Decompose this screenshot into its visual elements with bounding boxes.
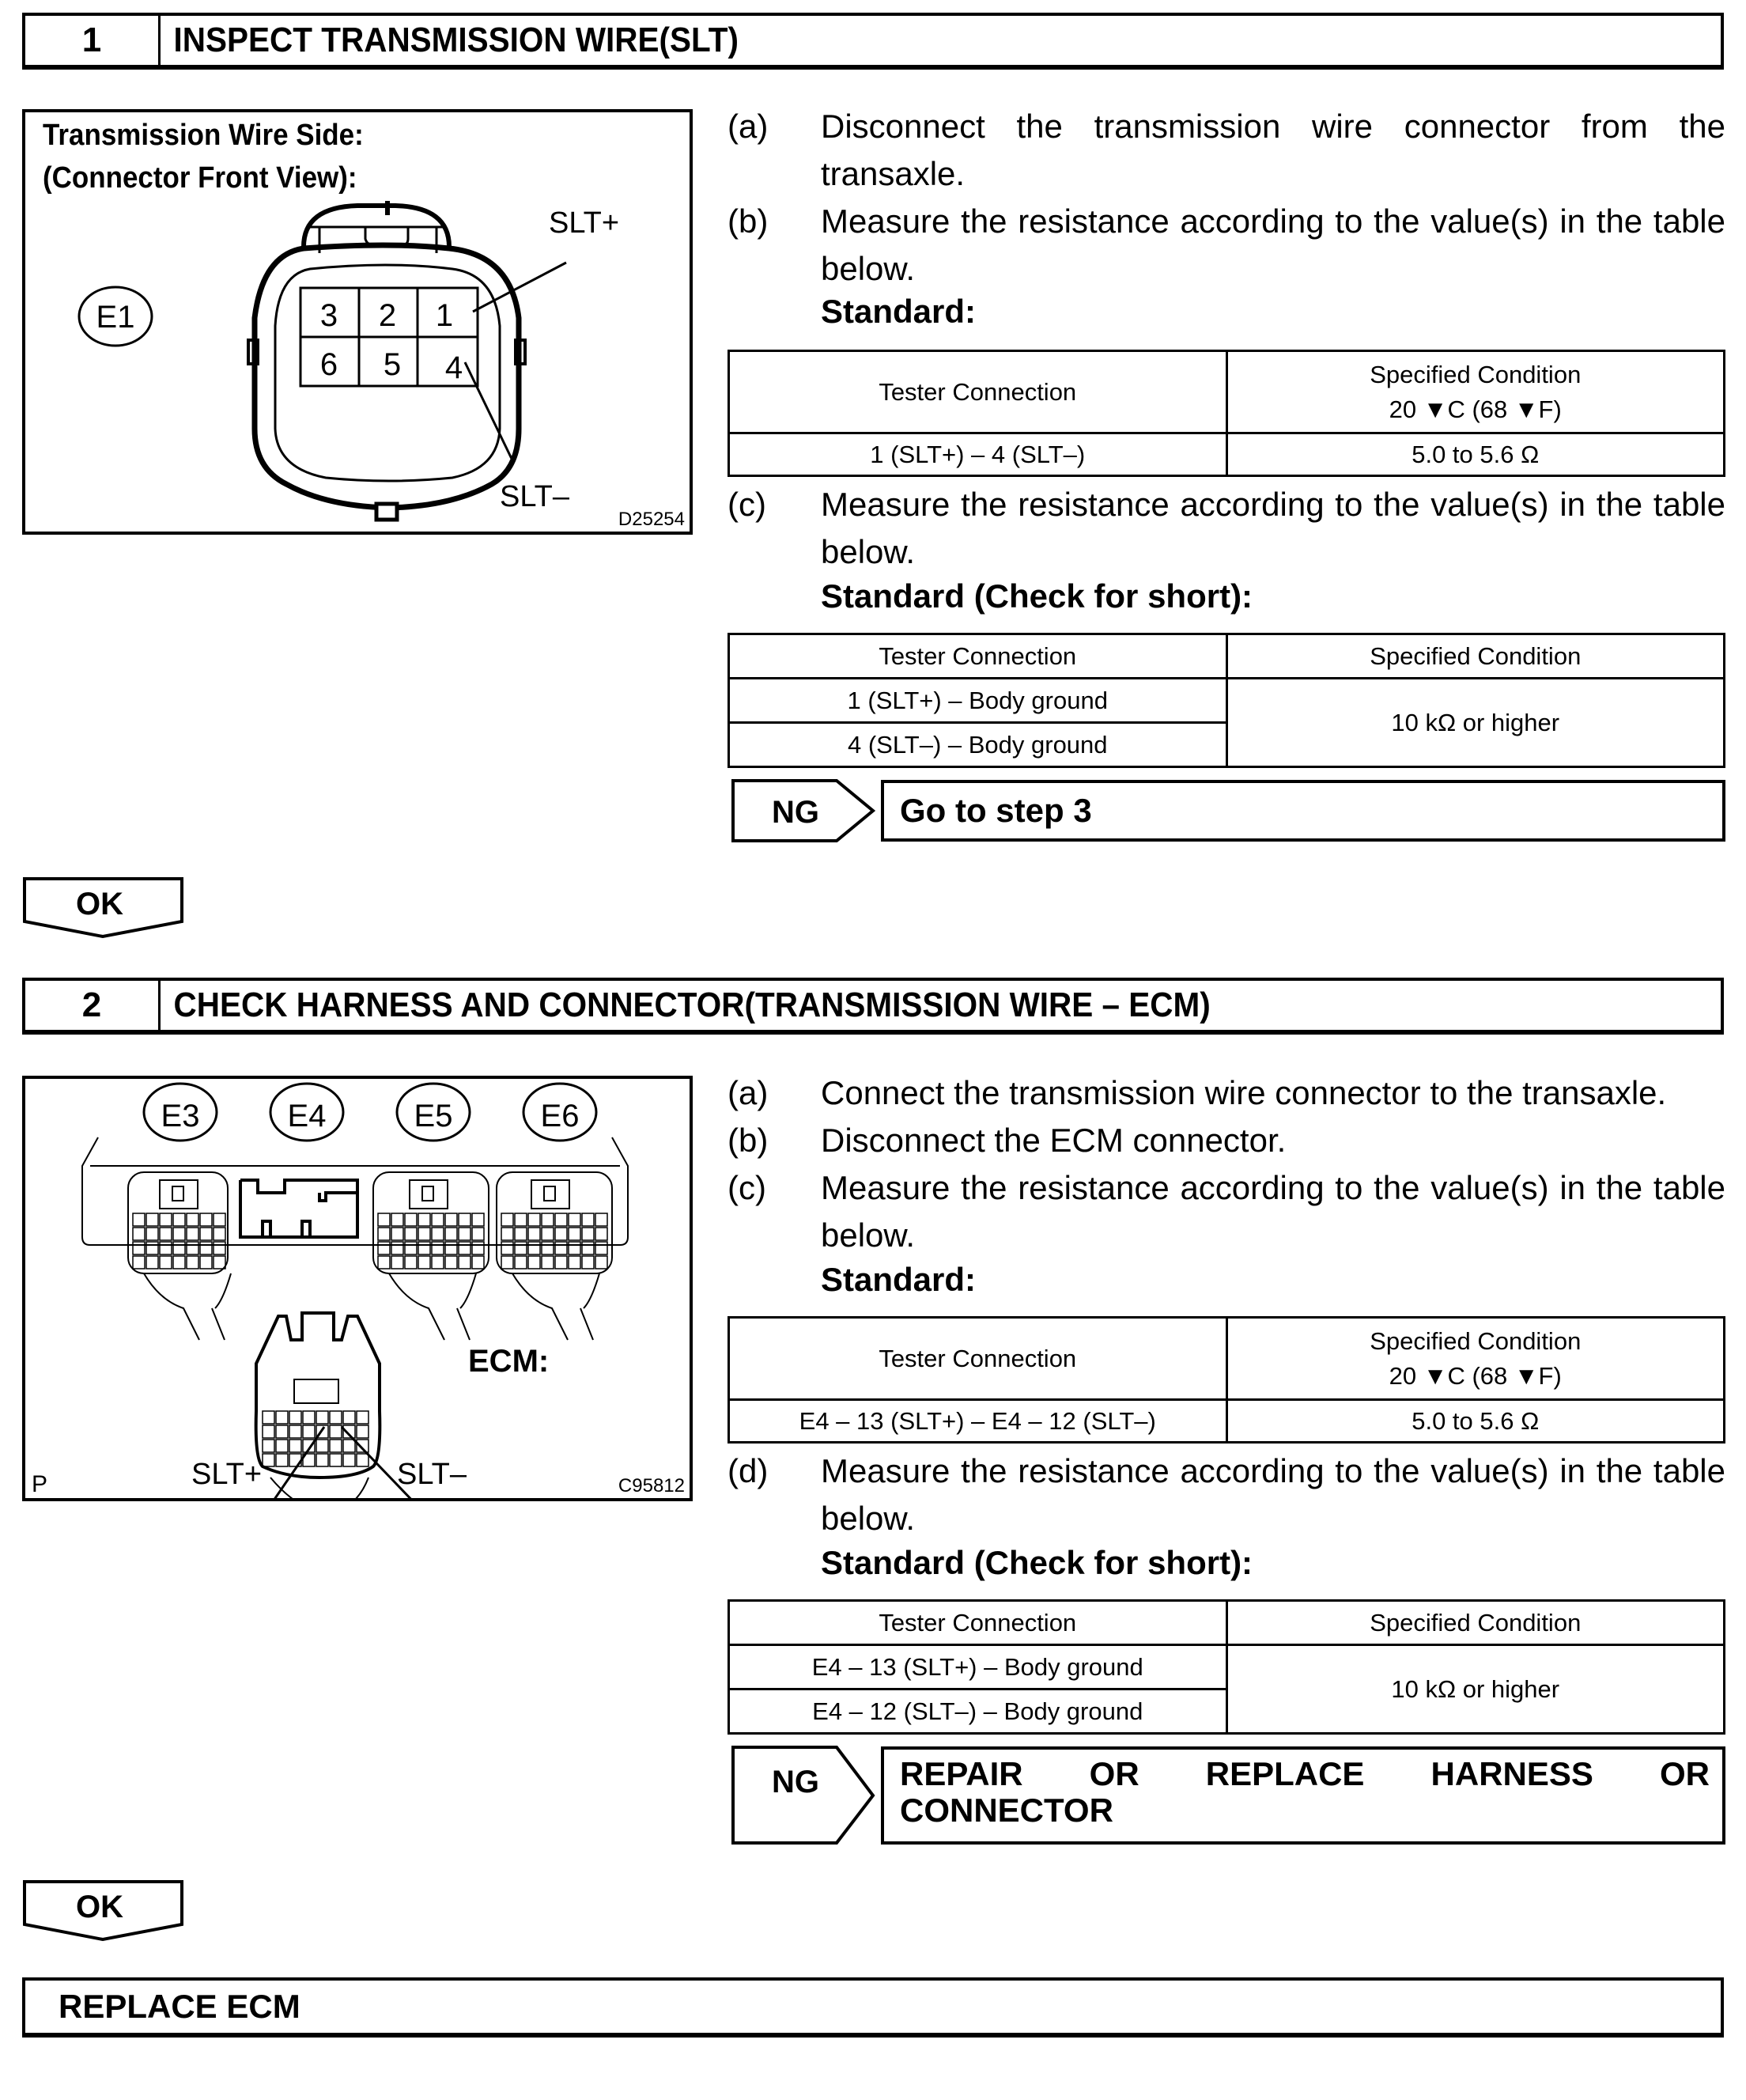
pin-cell <box>187 1228 198 1240</box>
pin-cell <box>160 1213 172 1226</box>
pin-cell <box>595 1242 607 1254</box>
pin-cell <box>432 1228 444 1240</box>
table-row <box>729 679 1725 723</box>
pin-cell <box>569 1242 580 1254</box>
pin-cell <box>343 1411 355 1424</box>
standard-label: Standard: <box>821 293 977 330</box>
instruction-d <box>728 1447 1725 1542</box>
pin-cell <box>555 1213 567 1226</box>
pin-cell <box>515 1242 527 1254</box>
connector-e5-label: E5 <box>414 1099 453 1133</box>
pin-cell <box>405 1256 417 1269</box>
pin-6: 6 <box>319 347 338 382</box>
pin-cell <box>316 1411 328 1424</box>
standard-short-label: Standard (Check for short): <box>821 577 1253 615</box>
pin-cell <box>582 1256 594 1269</box>
ng-arrow-2[interactable] <box>731 1745 878 1850</box>
pin-cell <box>445 1213 457 1226</box>
table-cell-connection: 4 (SLT–) – Body ground <box>729 723 1227 767</box>
pin-cell <box>445 1228 457 1240</box>
pin-cell <box>472 1213 484 1226</box>
instruction-letter: (b) <box>728 1122 769 1159</box>
ok-label: OK <box>76 1890 123 1924</box>
figure-title-line1: Transmission Wire Side: <box>43 119 364 152</box>
pin-cell <box>528 1256 540 1269</box>
step-1-instructions <box>728 103 1725 293</box>
pin-cell <box>418 1242 430 1254</box>
pin-cell <box>391 1228 403 1240</box>
standard-short-label: Standard (Check for short): <box>821 1544 1253 1581</box>
pin-cell <box>501 1256 513 1269</box>
pin-cell <box>432 1213 444 1226</box>
ok-arrow-1[interactable] <box>22 876 185 944</box>
pin-cell <box>501 1228 513 1240</box>
label-slt-plus: SLT+ <box>191 1458 263 1491</box>
ng-action-box-1[interactable] <box>881 780 1725 842</box>
resistance-table-2 <box>728 1316 1725 1444</box>
pin-cell <box>528 1242 540 1254</box>
step-2-title: CHECK HARNESS AND CONNECTOR(TRANSMISSION WIRE – ECM) <box>173 986 1211 1024</box>
pin-cell <box>276 1440 288 1452</box>
instruction-a <box>728 1069 1725 1117</box>
pin-cell <box>289 1440 301 1452</box>
pin-cell <box>263 1440 274 1452</box>
pin-cell <box>214 1228 225 1240</box>
table-header-tester: Tester Connection <box>729 634 1227 679</box>
instruction-text: Measure the resistance according to the value(s) in the table below. <box>821 1452 1725 1537</box>
pin-cell <box>528 1228 540 1240</box>
pin-cell <box>357 1411 368 1424</box>
resistance-table-1 <box>728 350 1725 477</box>
step-1-title: INSPECT TRANSMISSION WIRE(SLT) <box>173 21 739 59</box>
label-slt-minus: SLT– <box>500 480 570 513</box>
figure-code: C95812 <box>618 1475 685 1496</box>
pin-cell <box>378 1242 390 1254</box>
step-1-header <box>22 13 1724 70</box>
ecm-connector-drawing <box>25 1079 690 1498</box>
table-cell-condition: 5.0 to 5.6 Ω <box>1226 1400 1725 1443</box>
instruction-text: Measure the resistance according to the value(s) in the table below. <box>821 486 1725 570</box>
pin-4: 4 <box>444 350 463 385</box>
connector-e6-label: E6 <box>540 1099 580 1133</box>
pin-cell <box>303 1411 315 1424</box>
pin-cell <box>378 1213 390 1226</box>
pin-cell <box>187 1256 198 1269</box>
instruction-a <box>728 103 1725 198</box>
pin-cell <box>263 1425 274 1438</box>
figure-code: D25254 <box>618 509 685 530</box>
pin-cell <box>160 1242 172 1254</box>
pin-cell <box>405 1228 417 1240</box>
table-cell-connection: 1 (SLT+) – 4 (SLT–) <box>729 433 1227 476</box>
figure-title-line2: (Connector Front View): <box>43 161 357 195</box>
pin-cell <box>357 1454 368 1466</box>
pin-cell <box>595 1256 607 1269</box>
pin-cell <box>378 1256 390 1269</box>
label-slt-minus: SLT– <box>397 1458 467 1491</box>
pin-3: 3 <box>319 298 338 333</box>
pin-cell <box>173 1213 185 1226</box>
pin-cell <box>187 1213 198 1226</box>
instruction-letter: (a) <box>728 1074 769 1111</box>
e1-connector-drawing <box>25 112 690 532</box>
pin-cell <box>459 1242 471 1254</box>
pin-cell <box>515 1228 527 1240</box>
pin-cell <box>418 1213 430 1226</box>
pin-cell <box>330 1425 342 1438</box>
pin-cell <box>501 1242 513 1254</box>
pin-cell <box>515 1256 527 1269</box>
pin-cell <box>214 1256 225 1269</box>
pin-cell <box>391 1256 403 1269</box>
pin-cell <box>263 1454 274 1466</box>
table-header-condition: Specified Condition <box>1226 634 1725 679</box>
pin-cell <box>542 1256 554 1269</box>
pin-cell <box>160 1228 172 1240</box>
pin-cell <box>133 1228 145 1240</box>
pin-cell <box>515 1213 527 1226</box>
table-cell-condition: 10 kΩ or higher <box>1226 679 1725 767</box>
pin-cell <box>528 1213 540 1226</box>
pin-cell <box>357 1425 368 1438</box>
condition-line1: Specified Condition <box>1370 360 1582 388</box>
connector-e4-label: E4 <box>287 1099 327 1133</box>
pin-cell <box>200 1228 212 1240</box>
pin-cell <box>391 1242 403 1254</box>
instruction-c <box>728 481 1725 576</box>
pin-cell <box>542 1242 554 1254</box>
pin-cell <box>133 1213 145 1226</box>
pin-cell <box>303 1425 315 1438</box>
pin-cell <box>173 1242 185 1254</box>
pin-cell <box>289 1411 301 1424</box>
pin-cell <box>405 1242 417 1254</box>
pin-cell <box>418 1256 430 1269</box>
corner-mark: P <box>32 1471 48 1497</box>
ng-label: NG <box>772 1765 819 1799</box>
instruction-letter: (b) <box>728 202 769 240</box>
pin-cell <box>555 1228 567 1240</box>
table-cell-connection: E4 – 13 (SLT+) – Body ground <box>729 1645 1227 1689</box>
instruction-c <box>728 1164 1725 1259</box>
pin-cell <box>214 1213 225 1226</box>
pin-cell <box>378 1228 390 1240</box>
pin-cell <box>405 1213 417 1226</box>
pin-cell <box>276 1411 288 1424</box>
step-2-header <box>22 978 1724 1035</box>
pin-cell <box>330 1411 342 1424</box>
ok-arrow-2[interactable] <box>22 1879 185 1947</box>
pin-cell <box>569 1213 580 1226</box>
pin-cell <box>391 1213 403 1226</box>
pin-cell <box>316 1440 328 1452</box>
table-header-condition <box>1226 351 1725 433</box>
pin-cell <box>459 1228 471 1240</box>
table-row <box>729 433 1725 476</box>
table-cell-condition: 10 kΩ or higher <box>1226 1645 1725 1734</box>
condition-line1: Specified Condition <box>1370 1326 1582 1355</box>
pin-cell <box>343 1440 355 1452</box>
pin-cell <box>200 1256 212 1269</box>
instruction-letter: (d) <box>728 1452 769 1489</box>
pin-cell <box>595 1228 607 1240</box>
pin-cell <box>418 1228 430 1240</box>
pin-cell <box>459 1256 471 1269</box>
table-header-tester: Tester Connection <box>729 351 1227 433</box>
ng-action-line2: CONNECTOR <box>900 1792 1113 1829</box>
condition-line2: 20 ▼C (68 ▼F) <box>1389 1361 1562 1390</box>
pin-cell <box>146 1242 158 1254</box>
pin-cell <box>445 1242 457 1254</box>
pin-cell <box>214 1242 225 1254</box>
table-cell-condition: 5.0 to 5.6 Ω <box>1226 433 1725 476</box>
ok-label: OK <box>76 887 123 921</box>
pin-2: 2 <box>378 298 397 333</box>
pin-cell <box>133 1242 145 1254</box>
pin-cell <box>200 1213 212 1226</box>
pin-cell <box>316 1454 328 1466</box>
pin-cell <box>445 1256 457 1269</box>
condition-line2: 20 ▼C (68 ▼F) <box>1389 395 1562 423</box>
short-check-table-2 <box>728 1599 1725 1735</box>
pin-cell <box>343 1454 355 1466</box>
table-cell-connection: E4 – 12 (SLT–) – Body ground <box>729 1689 1227 1734</box>
e1-connector-figure <box>22 109 693 535</box>
step-2-instructions <box>728 1069 1725 1259</box>
ng-action-box-2[interactable] <box>881 1746 1725 1845</box>
instruction-text: Disconnect the transmission wire connector from the transaxle. <box>821 108 1725 192</box>
instruction-letter: (c) <box>728 486 766 523</box>
pin-cell <box>187 1242 198 1254</box>
pin-cell <box>289 1425 301 1438</box>
table-cell-connection: 1 (SLT+) – Body ground <box>729 679 1227 723</box>
ng-label: NG <box>772 795 819 830</box>
pin-cell <box>173 1228 185 1240</box>
table-header-tester: Tester Connection <box>729 1318 1227 1400</box>
table-header-tester: Tester Connection <box>729 1601 1227 1645</box>
instruction-text: Measure the resistance according to the value(s) in the table below. <box>821 1169 1725 1254</box>
pin-cell <box>160 1256 172 1269</box>
pin-1: 1 <box>435 298 454 333</box>
pin-cell <box>582 1213 594 1226</box>
pin-cell <box>263 1411 274 1424</box>
pin-cell <box>330 1454 342 1466</box>
label-slt-plus: SLT+ <box>549 206 620 240</box>
pin-cell <box>146 1228 158 1240</box>
pin-cell <box>432 1242 444 1254</box>
connector-e3-label: E3 <box>161 1099 200 1133</box>
pin-cell <box>133 1256 145 1269</box>
table-cell-connection: E4 – 13 (SLT+) – E4 – 12 (SLT–) <box>729 1400 1227 1443</box>
pin-cell <box>146 1213 158 1226</box>
pin-cell <box>555 1242 567 1254</box>
pin-cell <box>582 1242 594 1254</box>
pin-cell <box>569 1256 580 1269</box>
pin-cell <box>200 1242 212 1254</box>
connector-id-text: E1 <box>96 300 135 335</box>
pin-cell <box>459 1213 471 1226</box>
table-row <box>729 1645 1725 1689</box>
pin-cell <box>501 1213 513 1226</box>
table-header-condition: Specified Condition <box>1226 1601 1725 1645</box>
table-row <box>729 1400 1725 1443</box>
pin-cell <box>542 1213 554 1226</box>
pin-cell <box>330 1440 342 1452</box>
pin-5: 5 <box>383 347 402 382</box>
pin-cell <box>276 1454 288 1466</box>
instruction-text: Measure the resistance according to the value(s) in the table below. <box>821 202 1725 287</box>
replace-ecm-title: REPLACE ECM <box>59 1988 300 2025</box>
step-2-number: 2 <box>25 981 161 1030</box>
pin-cell <box>582 1228 594 1240</box>
instruction-letter: (a) <box>728 108 769 145</box>
ng-action-text: Go to step 3 <box>900 792 1092 829</box>
pin-cell <box>276 1425 288 1438</box>
short-check-table-1 <box>728 633 1725 768</box>
instruction-text: Disconnect the ECM connector. <box>821 1122 1287 1159</box>
instruction-b <box>728 198 1725 293</box>
instruction-letter: (c) <box>728 1169 766 1206</box>
step-1-number: 1 <box>25 16 161 65</box>
pin-cell <box>472 1256 484 1269</box>
ecm-connector-figure <box>22 1076 693 1501</box>
pin-cell <box>432 1256 444 1269</box>
ng-action-line1: REPAIR OR REPLACE HARNESS OR <box>900 1755 1710 1792</box>
table-header-condition <box>1226 1318 1725 1400</box>
standard-label: Standard: <box>821 1261 977 1298</box>
pin-cell <box>555 1256 567 1269</box>
pin-cell <box>173 1256 185 1269</box>
ecm-label: ECM: <box>468 1344 550 1379</box>
ng-arrow-1[interactable] <box>731 778 878 847</box>
pin-cell <box>472 1242 484 1254</box>
replace-ecm-box[interactable] <box>22 1977 1724 2038</box>
pin-cell <box>595 1213 607 1226</box>
pin-cell <box>472 1228 484 1240</box>
instruction-b <box>728 1117 1725 1164</box>
pin-cell <box>569 1228 580 1240</box>
pin-cell <box>542 1228 554 1240</box>
instruction-text: Connect the transmission wire connector to the transaxle. <box>821 1074 1667 1111</box>
pin-cell <box>146 1256 158 1269</box>
